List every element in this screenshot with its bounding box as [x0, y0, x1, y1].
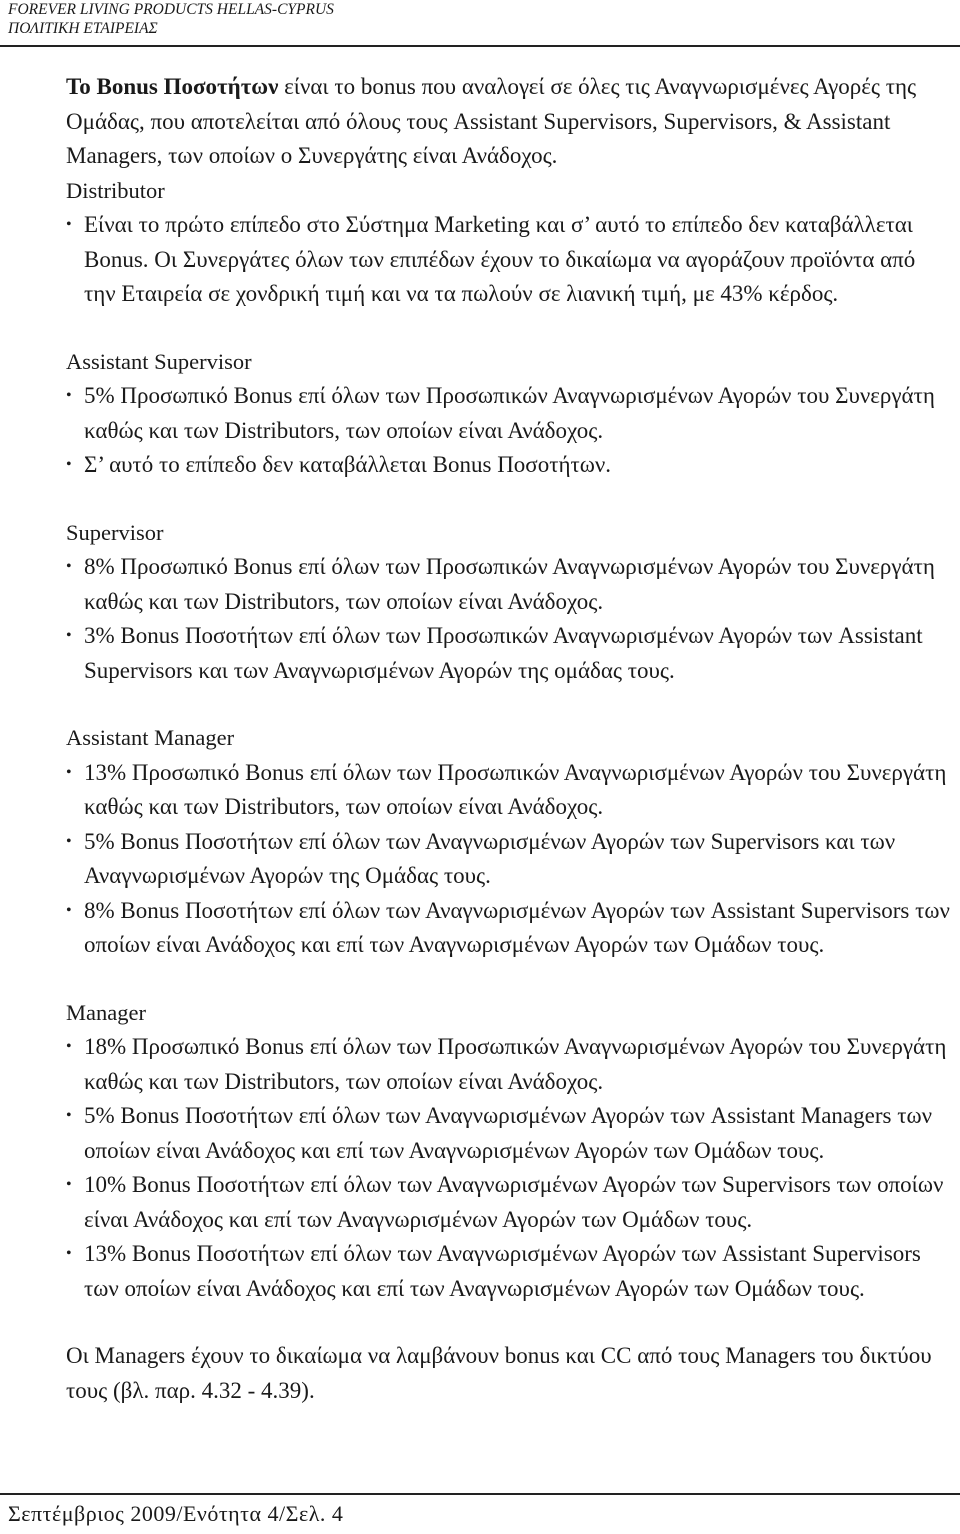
list-item-text: 5% Bonus Ποσοτήτων επί όλων των Αναγνωρισμένων Αγορών των Assistant Managers των οποίων είναι Ανάδοχος και επί των Αναγνωρισμένων Αγορών των Ομάδων τους. — [84, 1103, 932, 1163]
section-title: Supervisor — [66, 519, 164, 545]
document-body — [66, 70, 950, 1408]
bullet-icon: • — [66, 901, 72, 919]
company-name: FOREVER LIVING PRODUCTS HELLAS-CYPRUS — [8, 1, 334, 18]
list-item — [66, 1099, 950, 1168]
page-footer: Σεπτέμβριος 2009/Ενότητα 4/Σελ. 4 — [8, 1501, 344, 1526]
list-item — [66, 448, 950, 483]
list-item — [66, 756, 950, 825]
list-item-text: 8% Bonus Ποσοτήτων επί όλων των Αναγνωρισμένων Αγορών των Assistant Supervisors των οποίων είναι Ανάδοχος και επί των Αναγνωρισμένων Αγορών των Ομάδων τους. — [84, 897, 950, 957]
bullet-icon: • — [66, 763, 72, 781]
intro-text: είναι το bonus που αναλογεί σε όλες τις Αναγνωρισμένες Αγορές της Ομάδας, που αποτελείται από όλους τους Assistant Supervisors, Supervisors, & Assistant Managers, των οποίων ο Συνεργάτης είναι Ανάδοχος. — [66, 74, 917, 168]
intro-paragraph — [66, 70, 950, 174]
list-item-text: 8% Προσωπικό Bonus επί όλων των Προσωπικών Αναγνωρισμένων Αγορών του Συνεργάτη καθώς και των Distributors, των οποίων είναι Ανάδοχος. — [84, 554, 935, 614]
list-item-text: 5% Bonus Ποσοτήτων επί όλων των Αναγνωρισμένων Αγορών των Supervisors και των Αναγνωρισμένων Αγορών της Ομάδας τους. — [84, 828, 896, 888]
list-item — [66, 550, 950, 619]
document-title: ΠΟΛΙΤΙΚΗ ΕΤΑΙΡΕΙΑΣ — [8, 20, 158, 37]
section-title: Distributor — [66, 177, 165, 203]
bullet-icon: • — [66, 832, 72, 850]
footer-divider — [0, 1493, 960, 1495]
section-title: Manager — [66, 999, 146, 1025]
list-item — [66, 894, 950, 963]
list-item — [66, 619, 950, 688]
policy-section — [66, 174, 950, 312]
list-item-text: Είναι το πρώτο επίπεδο στο Σύστημα Marketing και σ’ αυτό το επίπεδο δεν καταβάλλεται Bonus. Οι Συνεργάτες όλων των επιπέδων έχουν το δικαίωμα να αγοράζουν προϊόντα από την Εταιρεία σε χονδρική τιμή και να τα πωλούν σε λιανική τιμή, με 43% κέρδος. — [84, 212, 916, 306]
page-header — [8, 0, 334, 38]
bullet-icon: • — [66, 1107, 72, 1124]
policy-section — [66, 516, 950, 689]
bullet-icon: • — [66, 1245, 72, 1262]
policy-section — [66, 721, 950, 963]
intro-term: Το Bonus Ποσοτήτων — [66, 74, 279, 99]
policy-section — [66, 996, 950, 1307]
header-divider — [0, 45, 960, 47]
bullet-icon: • — [66, 1176, 72, 1193]
list-item — [66, 208, 950, 312]
list-item-text: 10% Bonus Ποσοτήτων επί όλων των Αναγνωρισμένων Αγορών των Supervisors των οποίων είναι Ανάδοχος και επί των Αναγνωρισμένων Αγορών των Ομάδων τους. — [84, 1172, 944, 1232]
policy-section — [66, 345, 950, 483]
list-item-text: 5% Προσωπικό Bonus επί όλων των Προσωπικών Αναγνωρισμένων Αγορών του Συνεργάτη καθώς και των Distributors, των οποίων είναι Ανάδοχος. — [84, 383, 935, 443]
bullet-icon: • — [66, 1038, 72, 1055]
list-item — [66, 825, 950, 894]
bullet-icon: • — [66, 558, 72, 575]
list-item — [66, 379, 950, 448]
bullet-icon: • — [66, 216, 72, 233]
bullet-icon: • — [66, 627, 72, 644]
sections-container — [66, 174, 950, 1307]
bullet-icon: • — [66, 456, 72, 473]
closing-paragraph: Οι Managers έχουν το δικαίωμα να λαμβάνουν bonus και CC από τους Managers του δικτύου τους (βλ. παρ. 4.32 - 4.39). — [66, 1343, 932, 1403]
list-item — [66, 1030, 950, 1099]
section-title: Assistant Supervisor — [66, 348, 252, 374]
list-item-text: 13% Προσωπικό Bonus επί όλων των Προσωπικών Αναγνωρισμένων Αγορών του Συνεργάτη καθώς και των Distributors, των οποίων είναι Ανάδοχος. — [84, 759, 947, 819]
bullet-list — [66, 550, 950, 688]
bullet-list — [66, 208, 950, 312]
list-item-text: 3% Bonus Ποσοτήτων επί όλων των Προσωπικών Αναγνωρισμένων Αγορών των Assistant Supervisors και των Αναγνωρισμένων Αγορών της ομάδας τους. — [84, 623, 923, 683]
list-item-text: 13% Bonus Ποσοτήτων επί όλων των Αναγνωρισμένων Αγορών των Assistant Supervisors των οποίων είναι Ανάδοχος και επί των Αναγνωρισμένων Αγορών των Ομάδων τους. — [84, 1241, 921, 1301]
bullet-list — [66, 1030, 950, 1306]
list-item-text: Σ’ αυτό το επίπεδο δεν καταβάλλεται Bonus Ποσοτήτων. — [84, 452, 612, 477]
section-title: Assistant Manager — [66, 725, 235, 750]
bullet-list — [66, 379, 950, 483]
bullet-icon: • — [66, 387, 72, 404]
list-item-text: 18% Προσωπικό Bonus επί όλων των Προσωπικών Αναγνωρισμένων Αγορών του Συνεργάτη καθώς και των Distributors, των οποίων είναι Ανάδοχος. — [84, 1034, 947, 1094]
list-item — [66, 1168, 950, 1237]
bullet-list — [66, 756, 950, 963]
list-item — [66, 1237, 950, 1306]
